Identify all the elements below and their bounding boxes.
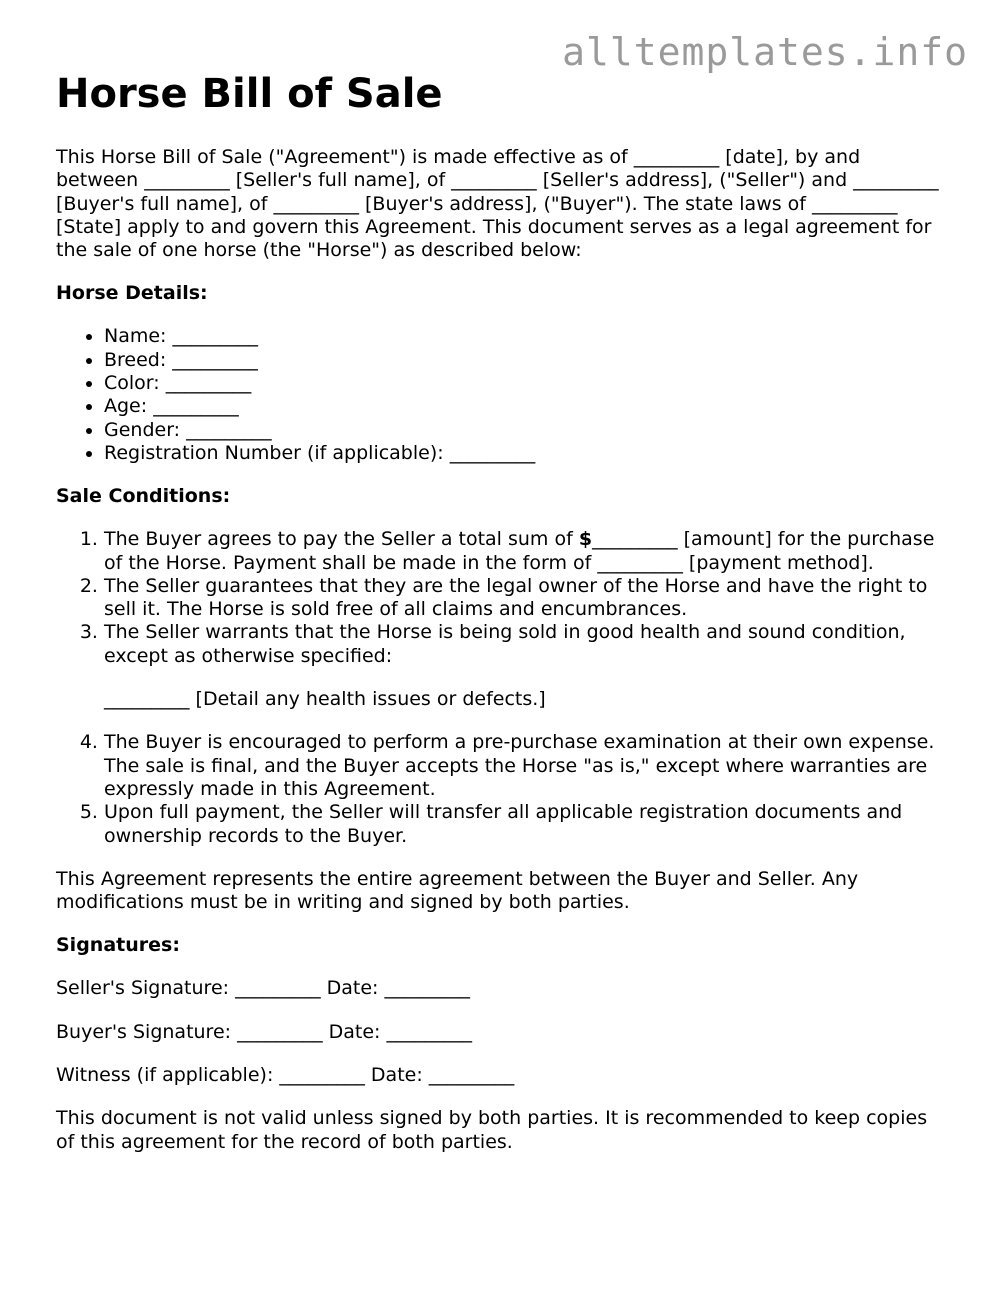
condition-item: 2. The Seller guarantees that they are the legal owner of the Horse and have the right to sell it. The Horse is sold free of all claims and encumbrances. [104, 575, 946, 622]
horse-details-heading: Horse Details: [56, 282, 208, 305]
closing-paragraph: This document is not valid unless signed by both parties. It is recommended to keep copies of this agreement for the record of both parties. [56, 1107, 928, 1153]
condition-item: 4. The Buyer is encouraged to perform a pre-purchase examination at their own expense. The sale is final, and the Buyer accepts the Horse "as is," except where warranties are expressly made in this Agreement. [104, 731, 946, 801]
witness-signature-line: Witness (if applicable): _________ Date: _________ [56, 1064, 515, 1087]
list-item: • Gender: _________ [104, 419, 946, 442]
condition-text: _________ [amount] for the purchase of the Horse. Payment shall be made in the form of _________ [payment method]. [104, 528, 935, 574]
buyer-signature-line: Buyer's Signature: _________ Date: _________ [56, 1020, 472, 1043]
document-title: Horse Bill of Sale [56, 71, 443, 117]
sale-conditions-heading: Sale Conditions: [56, 485, 231, 508]
list-item: • Registration Number (if applicable): _________ [104, 442, 946, 465]
sale-conditions-list [56, 528, 946, 848]
condition-item: 5. Upon full payment, the Seller will transfer all applicable registration documents and ownership records to the Buyer. [104, 801, 946, 848]
health-issues-note: _________ [Detail any health issues or defects.] [104, 688, 546, 711]
list-item: • Color: _________ [104, 372, 946, 395]
signatures-heading: Signatures: [56, 934, 180, 957]
entire-agreement-paragraph: This Agreement represents the entire agreement between the Buyer and Seller. Any modifications must be in writing and signed by both parties. [56, 867, 859, 914]
list-item: • Name: _________ [104, 325, 946, 348]
watermark: alltemplates.info [562, 30, 968, 74]
dollar-sign: $ [578, 528, 593, 551]
seller-signature-line: Seller's Signature: _________ Date: _________ [56, 977, 470, 1000]
document-body [56, 70, 946, 1174]
horse-details-list [56, 325, 946, 465]
list-item: • Breed: _________ [104, 349, 946, 372]
condition-text: The Buyer agrees to pay the Seller a total sum of [104, 528, 579, 551]
intro-paragraph: This Horse Bill of Sale ("Agreement") is made effective as of _________ [date], by and between _________ [Seller's full name], of _________ [Seller's address], ("Seller") and _________ [Buyer's full name], of _________ [Buyer's address], ("Buyer"). The state laws of _________ [State] apply to and govern this Agreement. This document serves as a legal agreement for the sale of one horse (the "Horse") as described below: [56, 146, 939, 262]
condition-text: The Seller warrants that the Horse is being sold in good health and sound condition, except as otherwise specified: [104, 621, 906, 667]
condition-item [104, 621, 946, 711]
list-item: • Age: _________ [104, 395, 946, 418]
condition-item [104, 528, 946, 575]
